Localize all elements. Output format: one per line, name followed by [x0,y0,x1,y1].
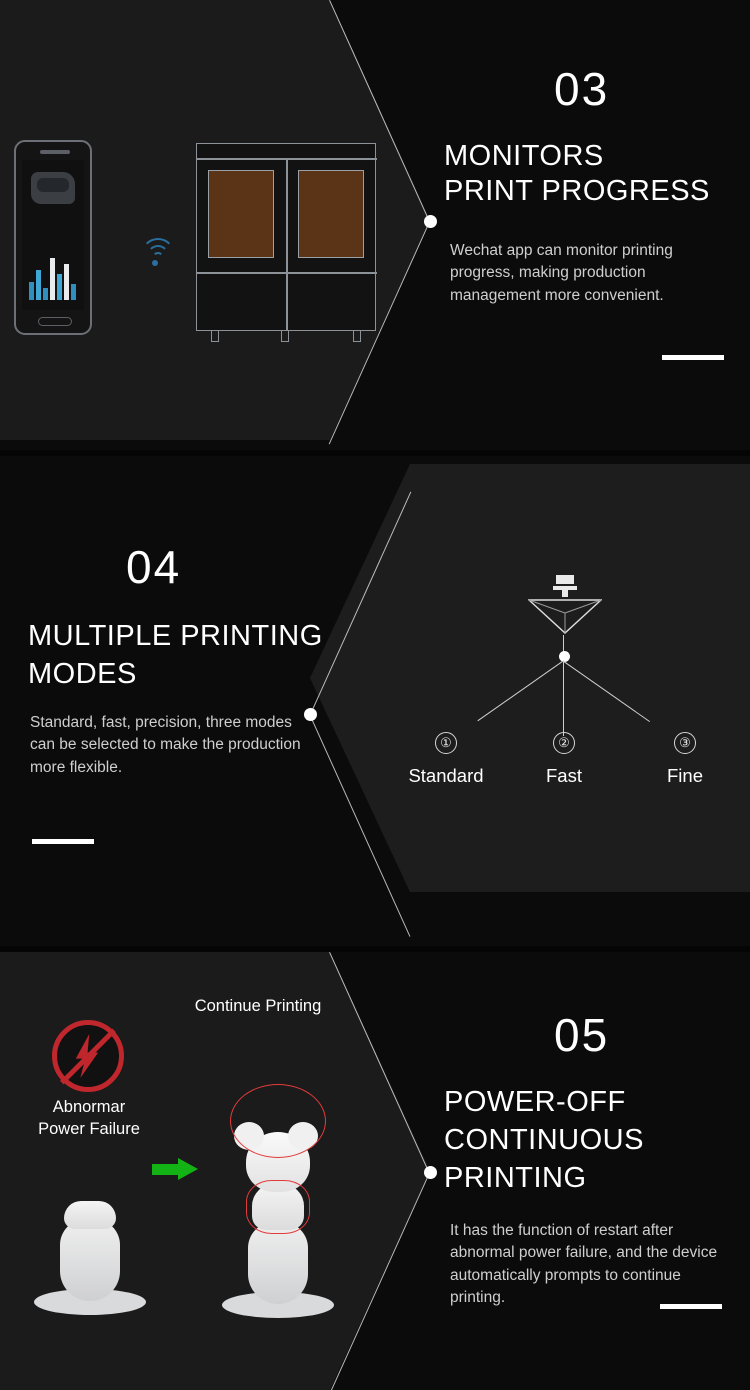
section-05-rule [660,1304,722,1309]
phone-speaker [40,150,70,154]
build-plate-icon [528,599,602,635]
section-03-number: 03 [554,63,610,115]
section-04-title-line1: MULTIPLE PRINTING [28,620,323,652]
arrow-right-icon [152,1158,198,1180]
section-05-title-line2: CONTINUOUS [444,1124,644,1156]
section-03-rule [662,355,724,360]
connector-line [563,661,564,736]
mode-label-fine: Fine [667,765,703,786]
smartphone-icon [14,140,92,335]
mode-marker-3: ③ [674,732,696,754]
3d-printer-icon [196,143,376,331]
failure-caption-line1: Abnormar [52,1098,126,1116]
section-05-body: It has the function of restart after abnormal power failure, and the device automatically prompts to continue printing. [450,1222,718,1307]
section-03-body: Wechat app can monitor printing progress, making production management more convenient. [450,242,673,304]
connector-line [477,660,564,721]
section-monitors-print-progress [0,0,750,450]
section-03-title-line2: PRINT PROGRESS [444,175,710,207]
printer-door-right [298,170,364,258]
mode-label-standard: Standard [408,765,484,786]
section-03-title-line1: MONITORS [444,140,604,172]
section-05-title-line3: PRINTING [444,1162,587,1194]
mode-marker-2: ② [553,732,575,754]
model-preview [31,172,75,204]
no-power-icon [52,1020,124,1092]
printing-modes-diagram [395,575,735,805]
failure-caption-line2: Power Failure [38,1120,140,1138]
section-04-body: Standard, fast, precision, three modes can be selected to make the production more flexible. [30,714,301,776]
phone-screen [22,160,84,310]
progress-bars [29,246,79,300]
continue-printing-caption: Continue Printing [194,997,322,1015]
diagram-hub [559,651,570,662]
print-head-icon [553,575,577,599]
mode-label-fast: Fast [546,765,582,786]
partial-print-model [34,1165,146,1315]
section-03-marker [424,215,437,228]
printer-door-left [208,170,274,258]
section-04-number: 04 [126,541,182,593]
phone-home-button [38,317,72,326]
section-05-marker [424,1166,437,1179]
section-05-title-line1: POWER-OFF [444,1086,626,1118]
section-04-rule [32,839,94,844]
section-03-image-panel [0,0,430,440]
mode-marker-1: ① [435,732,457,754]
section-05-number: 05 [554,1009,610,1061]
completed-print-model [222,1030,334,1318]
section-04-title-line2: MODES [28,658,137,690]
wifi-icon [138,238,178,268]
connector-line [563,661,650,722]
